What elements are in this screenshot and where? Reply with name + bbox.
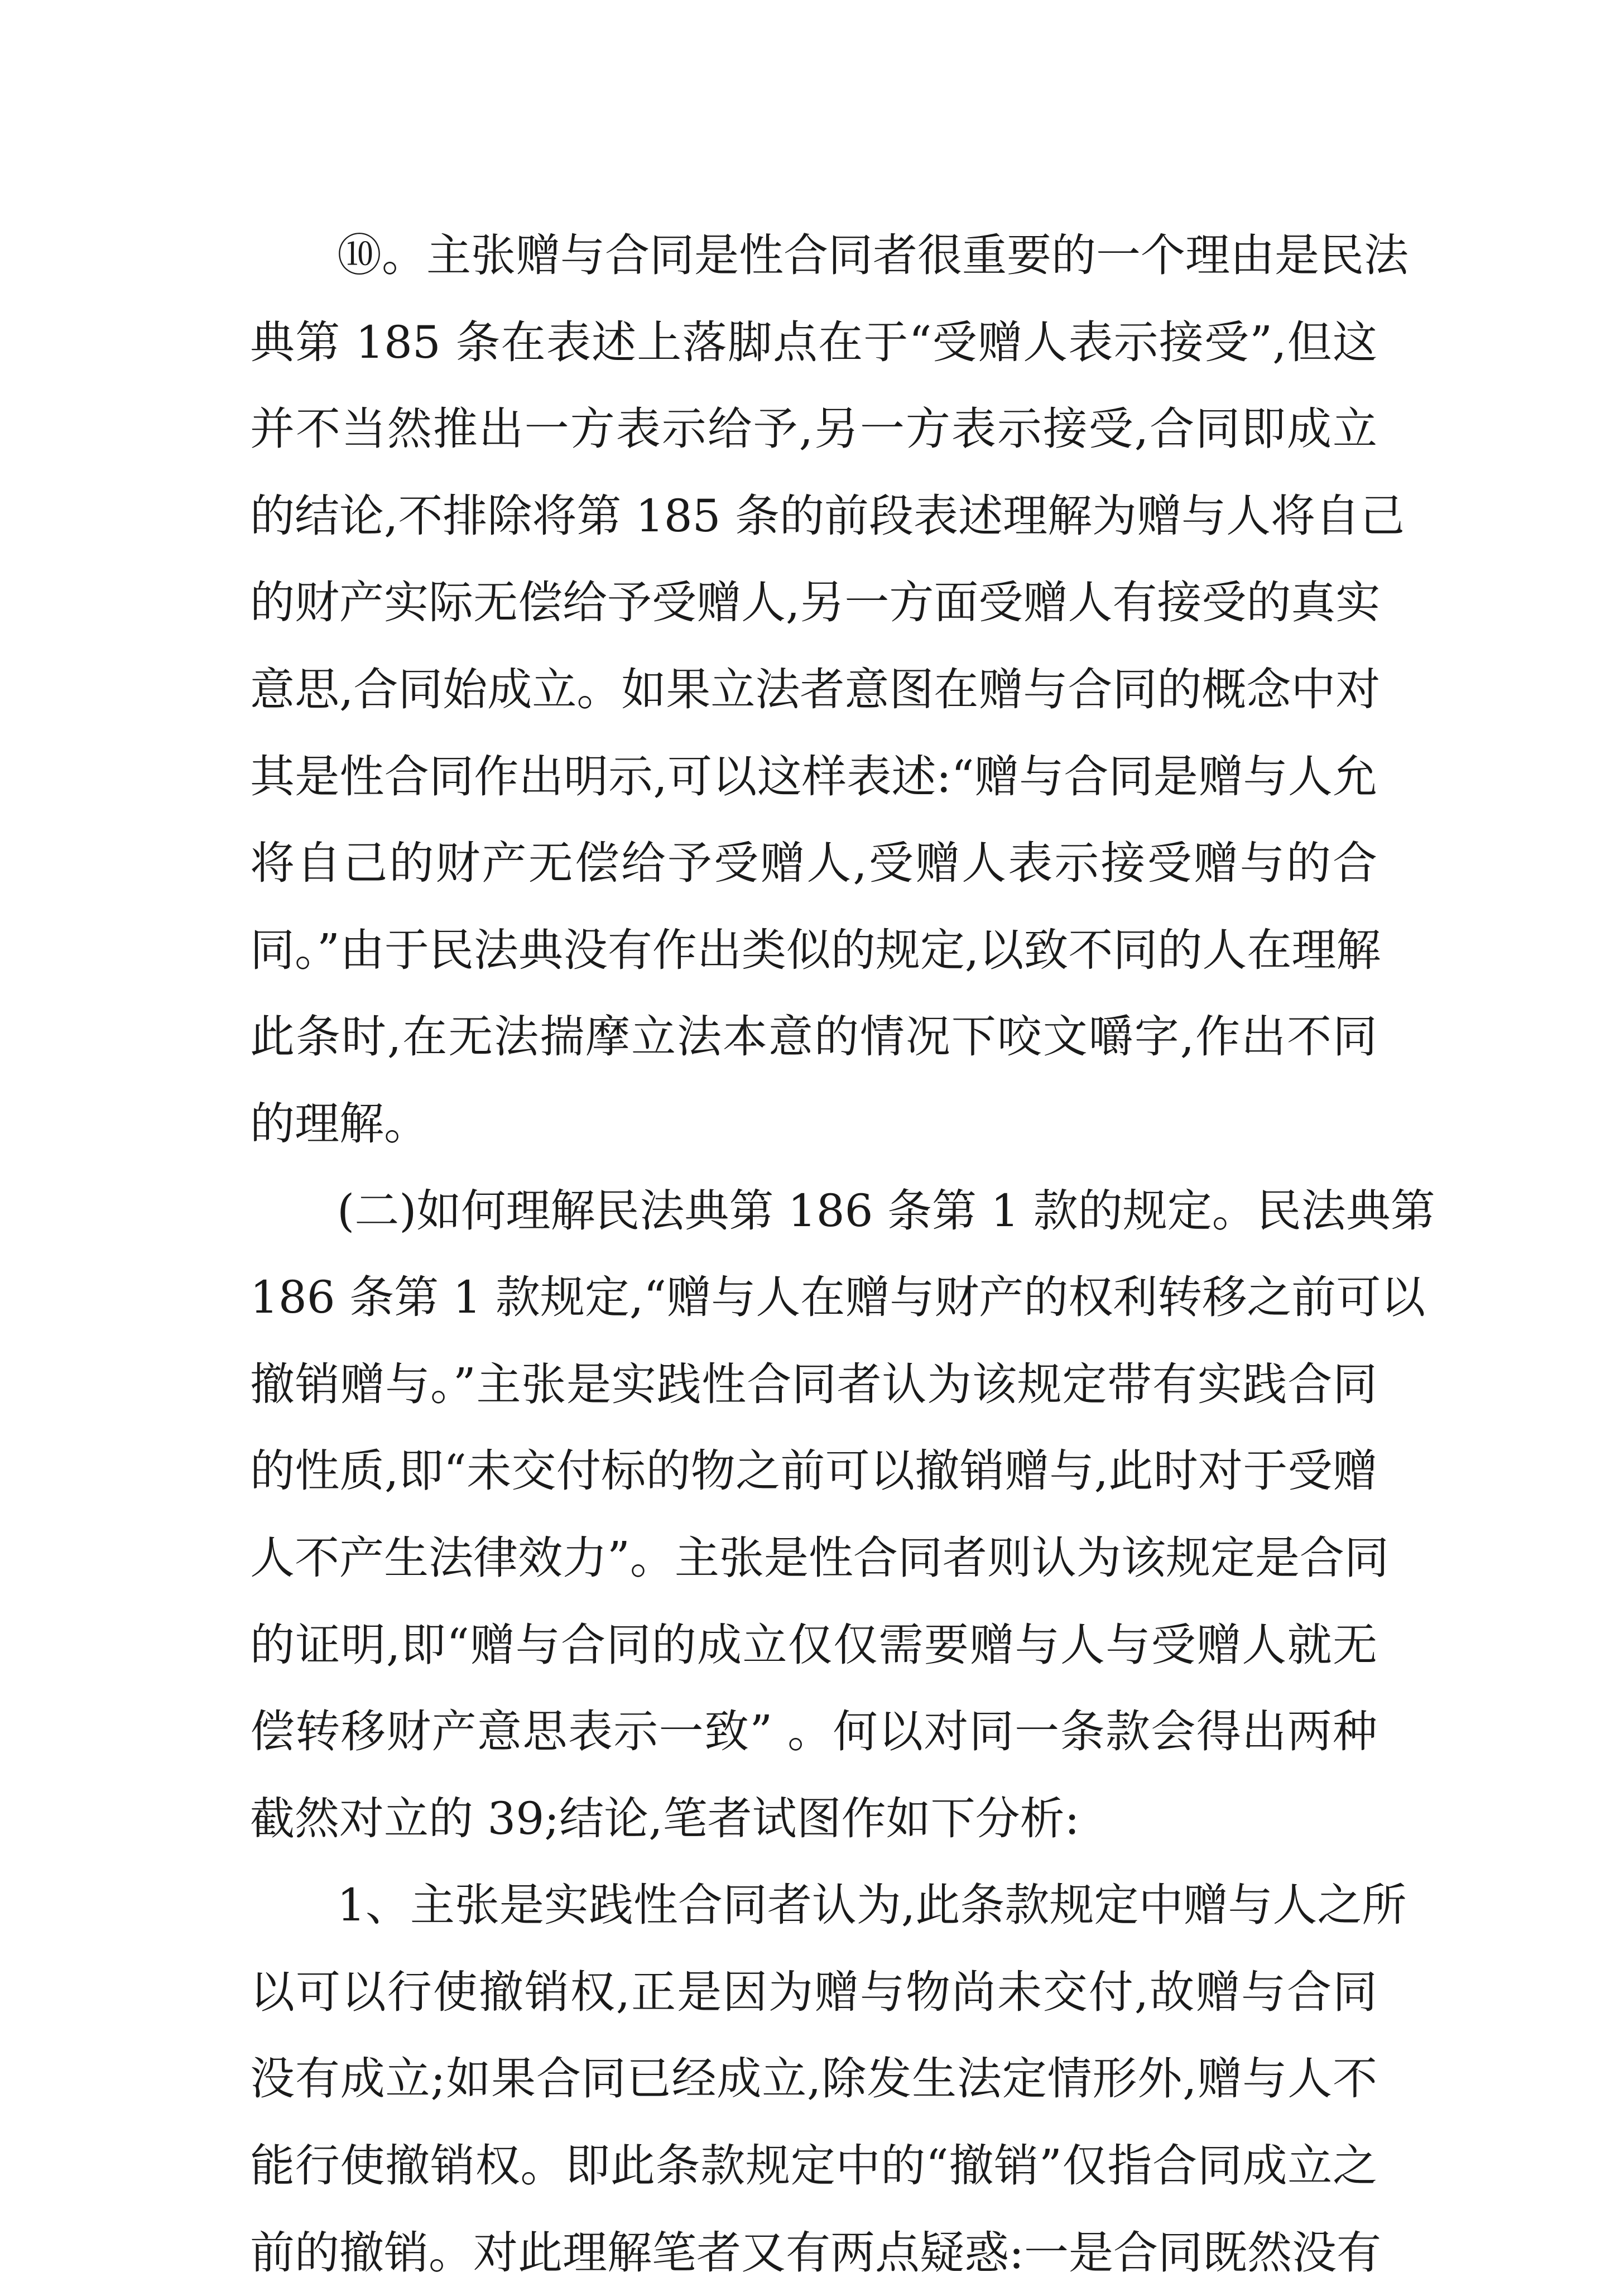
text-line: 此条时,在无法揣摩立法本意的情况下咬文嚼字,作出不同 [250,1011,1377,1063]
text-line: 其是性合同作出明示,可以这样表述:“赠与合同是赠与人允 [250,750,1377,803]
paragraph-1 [250,212,1409,1168]
text-line: 的性质,即“未交付标的物之前可以撤销赠与,此时对于受赠 [250,1445,1377,1497]
text-line: 186 条第 1 款规定,“赠与人在赠与财产的权利转移之前可以 [250,1271,1426,1324]
text-line: 没有成立;如果合同已经成立,除发生法定情形外,赠与人不 [250,2053,1377,2105]
text-line: 同。”由于民法典没有作出类似的规定,以致不同的人在理解 [250,924,1381,976]
text-line: 的理解。 [250,1097,429,1150]
text-line: 截然对立的 39;结论,笔者试图作如下分析: [250,1792,1080,1845]
text-line: 能行使撤销权。即此条款规定中的“撤销”仅指合同成立之 [250,2140,1377,2192]
text-line: 意思,合同始成立。如果立法者意图在赠与合同的概念中对 [250,663,1381,715]
text-line: 的结论,不排除将第 185 条的前段表述理解为赠与人将自己 [250,489,1405,542]
paragraph-3 [250,1862,1407,2296]
text-line: 偿转移财产意思表示一致” 。何以对同一条款会得出两种 [250,1706,1377,1758]
text-line: 的财产实际无偿给予受赠人,另一方面受赠人有接受的真实 [250,577,1381,629]
text-line: 以可以行使撤销权,正是因为赠与物尚未交付,故赠与合同 [250,1966,1377,2018]
text-line: 人不产生法律效力”。主张是性合同者则认为该规定是合同 [250,1531,1389,1584]
text-line: 将自己的财产无偿给予受赠人,受赠人表示接受赠与的合 [250,837,1377,890]
text-line: 典第 185 条在表述上落脚点在于“受赠人表示接受”,但这 [250,316,1377,368]
text-line: 撤销赠与。”主张是实践性合同者认为该规定带有实践合同 [250,1358,1377,1410]
text-line: 1、主张是实践性合同者认为,此条款规定中赠与人之所 [337,1879,1407,1932]
body-text [250,212,1435,2296]
paragraph-2 [250,1168,1435,1862]
text-line: 并不当然推出一方表示给予,另一方表示接受,合同即成立 [250,403,1377,455]
text-line: ⑩。主张赠与合同是性合同者很重要的一个理由是民法 [337,229,1409,281]
text-line: (二)如何理解民法典第 186 条第 1 款的规定。民法典第 [337,1184,1435,1237]
text-line: 的证明,即“赠与合同的成立仅仅需要赠与人与受赠人就无 [250,1618,1377,1671]
text-line: 前的撤销。对此理解笔者又有两点疑惑:一是合同既然没有 [250,2226,1381,2279]
